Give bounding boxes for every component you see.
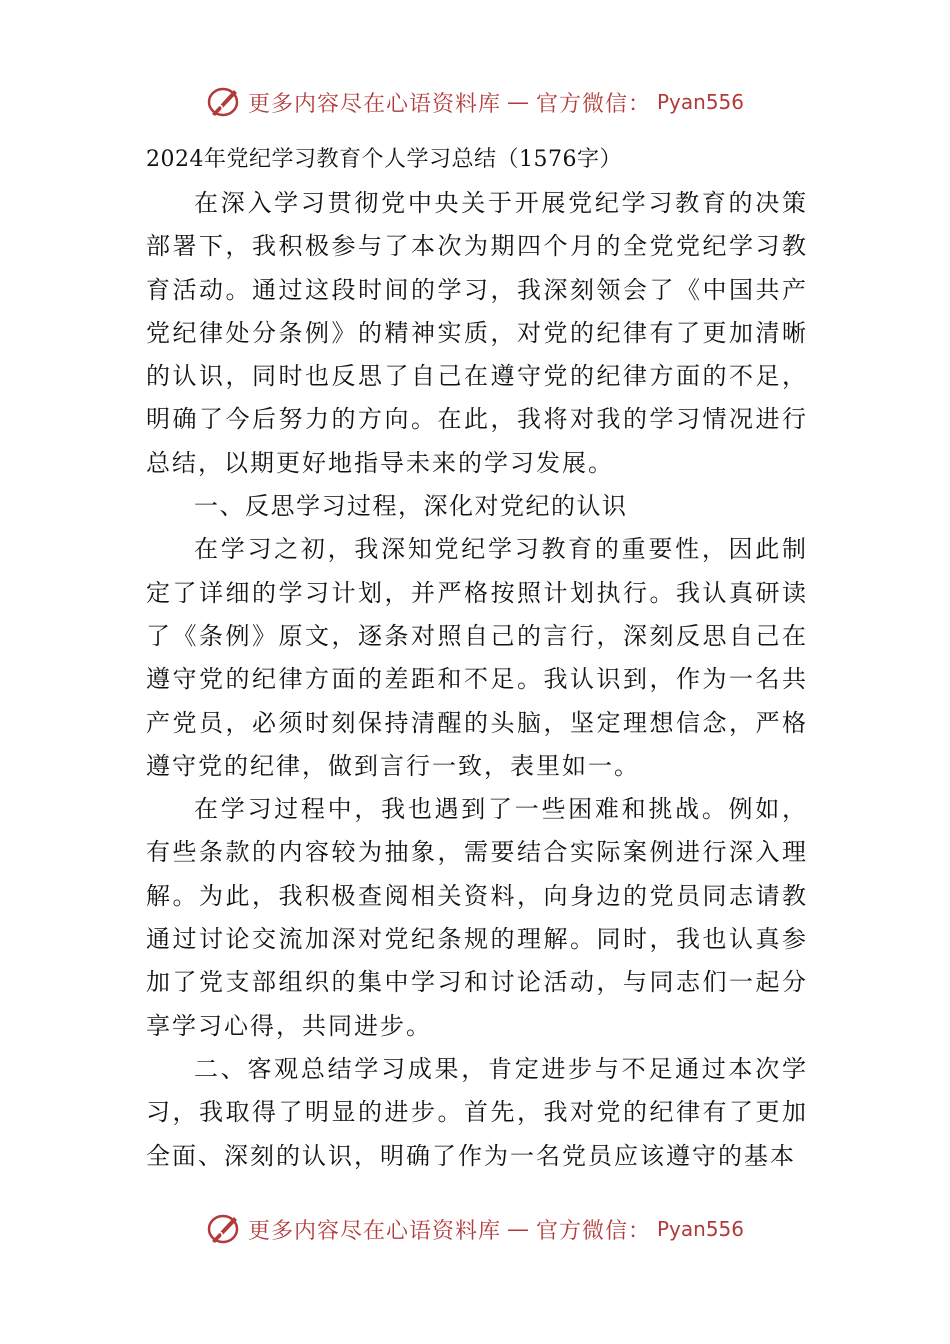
banner-dash: —	[506, 89, 530, 115]
section-heading-1: 一、反思学习过程，深化对党纪的认识	[194, 492, 628, 521]
banner-main-text: 更多内容尽在心语资料库	[247, 1218, 501, 1244]
banner-wechat-label: 官方微信：	[535, 1218, 651, 1244]
paragraph-intro: 在深入学习贯彻党中央关于开展党纪学习教育的决策部署下，我积极参与了本次为期四个月的全党党纪学习教育活动。通过这段时间的学习，我深刻领会了《中国共产党纪律处分条例》的精神实质，对党的纪律有了更加清晰的认识，同时也反思了自己在遵守党的纪律方面的不足，明确了今后努力的方向。在此，我将对我的学习情况进行总结，以期更好地指导未来的学习发展。	[146, 189, 808, 477]
pen-logo-icon	[206, 84, 242, 120]
pen-logo-icon	[206, 1211, 242, 1247]
banner-main-text: 更多内容尽在心语资料库	[247, 91, 501, 117]
footer-banner	[0, 1209, 950, 1249]
document-title: 2024年党纪学习教育个人学习总结（1576字）	[146, 147, 622, 172]
paragraph-challenges: 在学习过程中，我也遇到了一些困难和挑战。例如，有些条款的内容较为抽象，需要结合实际案例进行深入理解。为此，我积极查阅相关资料，向身边的党员同志请教通过讨论交流加深对党纪条规的理解。同时，我也认真参加了党支部组织的集中学习和讨论活动，与同志们一起分享学习心得，共同进步。	[146, 795, 808, 1040]
banner-dash: —	[506, 1216, 530, 1242]
document-body	[146, 138, 808, 1178]
paragraph-section-2: 二、客观总结学习成果，肯定进步与不足通过本次学习，我取得了明显的进步。首先，我对党的纪律有了更加全面、深刻的认识，明确了作为一名党员应该遵守的基本	[146, 1054, 808, 1170]
banner-wechat-id: Pyan556	[657, 1217, 745, 1241]
banner-wechat-id: Pyan556	[657, 90, 745, 114]
banner-wechat-label: 官方微信：	[535, 91, 651, 117]
paragraph-study-plan: 在学习之初，我深知党纪学习教育的重要性，因此制定了详细的学习计划，并严格按照计划执行。我认真研读了《条例》原文，逐条对照自己的言行，深刻反思自己在遵守党的纪律方面的差距和不足。我认识到，作为一名共产党员，必须时刻保持清醒的头脑，坚定理想信念，严格遵守党的纪律，做到言行一致，表里如一。	[146, 535, 808, 780]
header-banner	[0, 82, 950, 122]
